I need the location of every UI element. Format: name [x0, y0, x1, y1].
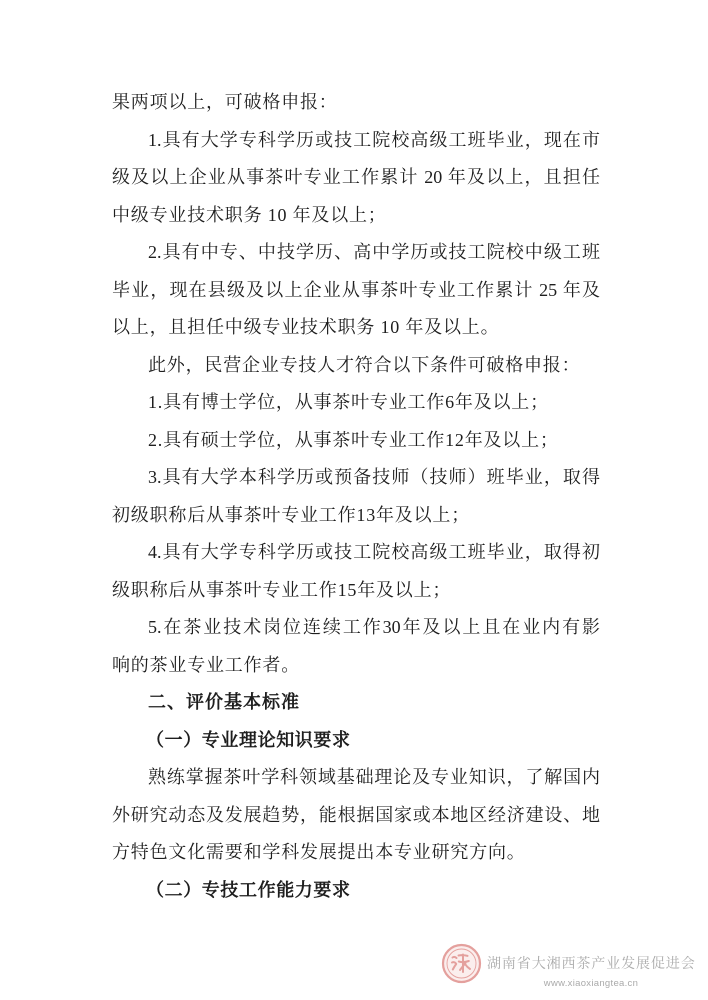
paragraph-line: 方特色文化需要和学科发展提出本专业研究方向。	[112, 842, 526, 862]
paragraph-line: 初级职称后从事茶叶专业工作13年及以上；	[112, 504, 470, 525]
paragraph	[112, 609, 600, 684]
paragraph-line: 2.具有中专、中技学历、高中学历或技工院校中级工班	[148, 242, 600, 262]
paragraph-line: 5.在茶业技术岗位连续工作30年及以上且在业内有影	[148, 617, 600, 637]
paragraph-line: 中级专业技术职务 10 年及以上；	[112, 204, 387, 225]
paragraph-line: 外研究动态及发展趋势，能根据国家或本地区经济建设、地	[112, 804, 600, 825]
paragraph-line: 2.具有硕士学位，从事茶叶专业工作12年及以上；	[148, 429, 559, 450]
subsection-heading: （一）专业理论知识要求	[146, 729, 351, 751]
paragraph	[112, 347, 600, 385]
paragraph-line: 级职称后从事茶叶专业工作15年及以上；	[112, 579, 452, 600]
paragraph-line: 以上，且担任中级专业技术职务 10 年及以上。	[112, 317, 500, 337]
paragraph-line: 果两项以上，可破格申报：	[112, 92, 338, 112]
paragraph-line: 级及以上企业从事茶叶专业工作累计 20 年及以上，且担任	[112, 167, 600, 187]
paragraph-line: 3.具有大学本科学历或预备技师（技师）班毕业，取得	[148, 467, 600, 487]
paragraph	[112, 534, 600, 609]
paragraph-line: 4.具有大学专科学历或技工院校高级工班毕业，取得初	[148, 542, 600, 562]
paragraph	[112, 384, 600, 422]
paragraph	[112, 759, 600, 872]
paragraph	[112, 122, 600, 235]
paragraph	[112, 234, 600, 347]
watermark-org-name: 湖南省大湘西茶产业发展促进会	[487, 956, 696, 972]
paragraph	[112, 422, 600, 460]
paragraph-line: 毕业，现在县级及以上企业从事茶叶专业工作累计 25 年及	[112, 279, 600, 300]
paragraph	[112, 84, 600, 122]
paragraph-line: 1.具有博士学位，从事茶叶专业工作6年及以上；	[148, 392, 549, 412]
paragraph-line: 1.具有大学专科学历或技工院校高级工班毕业，现在市	[148, 129, 600, 150]
paragraph-line: 此外，民营企业专技人才符合以下条件可破格申报：	[148, 354, 581, 375]
paragraph	[112, 459, 600, 534]
paragraph-line: 熟练掌握茶叶学科领域基础理论及专业知识，了解国内	[148, 767, 600, 787]
watermark-url: www.xiaoxiangtea.cn	[543, 978, 639, 989]
subsection-heading: （二）专技工作能力要求	[146, 879, 351, 901]
paragraph-line: 响的茶业专业工作者。	[112, 654, 300, 675]
document-body	[112, 84, 600, 909]
seal-logo-icon	[441, 943, 482, 984]
section-heading: 二、评价基本标准	[148, 692, 300, 713]
